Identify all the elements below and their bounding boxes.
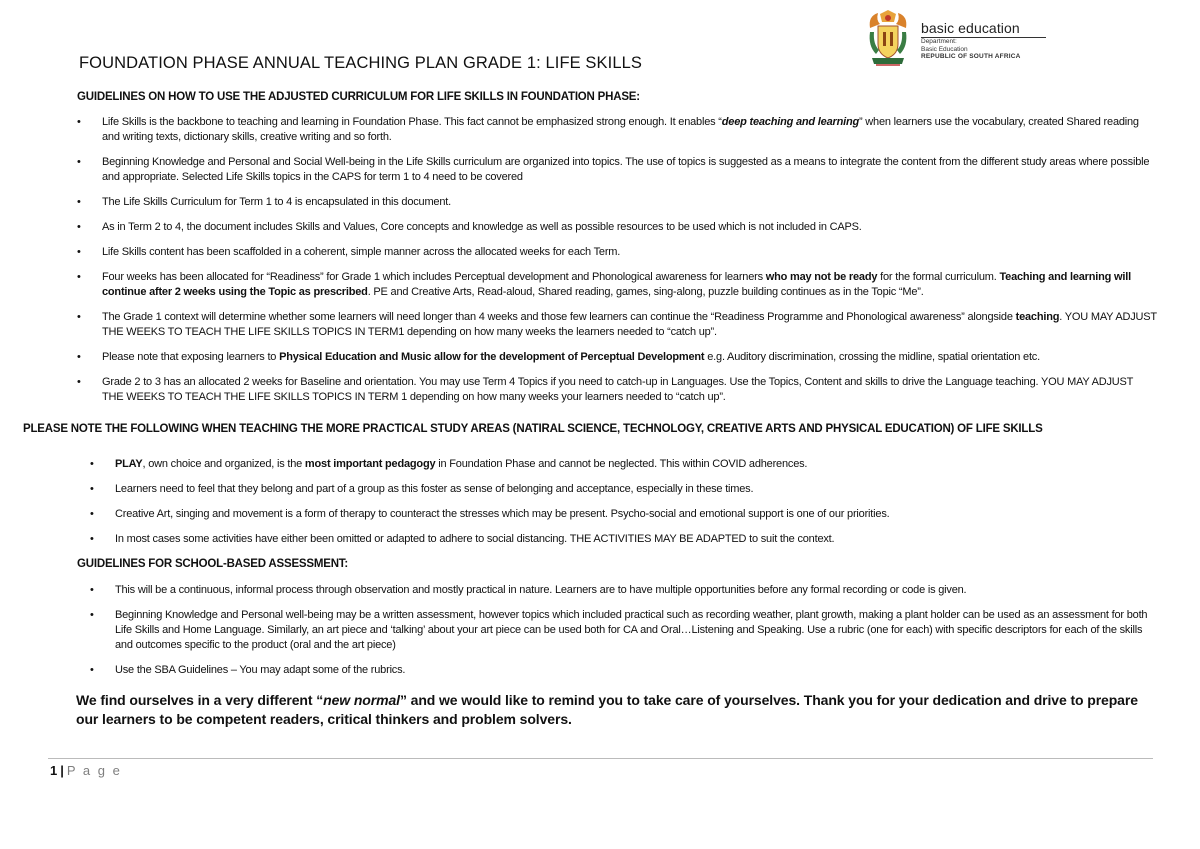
logo-line-republic: REPUBLIC OF SOUTH AFRICA bbox=[921, 53, 1021, 60]
text-run: Life Skills content has been scaffolded in a coherent, simple manner across the allocated weeks for each Term. bbox=[102, 246, 621, 258]
page-footer bbox=[50, 763, 122, 778]
list-item bbox=[102, 195, 1157, 210]
text-run-bold: Teaching and learning will continue after 2 weeks using the Topic as prescribed bbox=[102, 271, 1131, 298]
sba-list bbox=[115, 583, 1155, 688]
list-item bbox=[102, 350, 1157, 365]
list-item bbox=[115, 482, 1155, 497]
page-label: P a g e bbox=[66, 763, 122, 778]
text-run-bold: teaching bbox=[1015, 311, 1060, 323]
text-run: for the formal curriculum. bbox=[877, 271, 1000, 283]
list-item bbox=[115, 583, 1155, 598]
text-run-emphasis: deep teaching and learning bbox=[721, 116, 859, 128]
list-item bbox=[115, 457, 1155, 472]
text-run: Four weeks has been allocated for “Readiness” for Grade 1 which includes Perceptual development and Phonological awareness for learners bbox=[102, 271, 766, 283]
closing-message bbox=[76, 691, 1156, 729]
logo-title: basic education bbox=[921, 20, 1046, 38]
page-number: 1 bbox=[50, 763, 58, 778]
text-run: The Grade 1 context will determine whether some learners will need longer than 4 weeks and those few learners can continue the “Readiness Programme and Phonological awareness” alongside bbox=[102, 311, 1016, 323]
list-item bbox=[102, 310, 1157, 340]
guidelines-heading: GUIDELINES ON HOW TO USE THE ADJUSTED CURRICULUM FOR LIFE SKILLS IN FOUNDATION PHASE: bbox=[77, 91, 640, 103]
list-item bbox=[115, 608, 1155, 653]
list-item bbox=[102, 375, 1157, 405]
text-run: This will be a continuous, informal process through observation and mostly practical in nature. Learners are to have multiple opportunities before any formal recording or code is given. bbox=[115, 584, 967, 596]
list-item bbox=[115, 507, 1155, 522]
footer-separator: | bbox=[60, 763, 64, 778]
list-item bbox=[102, 270, 1157, 300]
text-run: As in Term 2 to 4, the document includes Skills and Values, Core concepts and knowledge as well as possible resources to be used which is not included in CAPS. bbox=[102, 221, 862, 233]
logo-text bbox=[921, 20, 1046, 61]
text-run: Beginning Knowledge and Personal well-being may be a written assessment, however topics which included practical such as recording weather, plant growth, making a plant holder can be used as an assessment for both Life Skills and Home Language. Similarly, an art piece and ‘talking’ about your art piece can be used both for CA and Oral…Listening and Speaking. Use a rubric (one for each) with specific descriptors for each of the skills and outcomes specific to the product (oral and the art piece) bbox=[115, 609, 1148, 651]
department-logo bbox=[866, 10, 1056, 70]
text-run: The Life Skills Curriculum for Term 1 to 4 is encapsulated in this document. bbox=[102, 196, 451, 208]
text-run: We find ourselves in a very different “ bbox=[76, 692, 324, 708]
text-run: Creative Art, singing and movement is a form of therapy to counteract the stresses which may be present. Psycho-social and emotional support is one of our priorities. bbox=[115, 508, 890, 520]
list-item bbox=[102, 115, 1157, 145]
text-run: . PE and Creative Arts, Read-aloud, Shared reading, games, sing-along, puzzle building continues as in the Topic “Me”. bbox=[367, 286, 924, 298]
list-item bbox=[102, 155, 1157, 185]
text-run: ” when learners use the vocabulary, created Shared reading and writing texts, dictionary skills, creative writing and so forth. bbox=[102, 116, 1139, 143]
logo-line-department: Department: bbox=[921, 38, 957, 45]
list-item bbox=[102, 220, 1157, 235]
document-title: FOUNDATION PHASE ANNUAL TEACHING PLAN GRADE 1: LIFE SKILLS bbox=[79, 54, 642, 72]
coat-of-arms-icon bbox=[866, 10, 910, 68]
text-run: Learners need to feel that they belong and part of a group as this foster as sense of belonging and acceptance, especially in these times. bbox=[115, 483, 754, 495]
practical-study-areas-list bbox=[115, 457, 1155, 557]
list-item bbox=[115, 532, 1155, 547]
practical-study-areas-heading: PLEASE NOTE THE FOLLOWING WHEN TEACHING THE MORE PRACTICAL STUDY AREAS (NATIRAL SCIENCE, TECHNOLOGY, CREATIVE ARTS AND PHYSICAL EDUCATION) OF LIFE SKILLS bbox=[23, 423, 1043, 435]
text-run-bold: most important pedagogy bbox=[304, 458, 436, 470]
logo-line-basic-education: Basic Education bbox=[921, 45, 968, 53]
guidelines-list bbox=[102, 115, 1157, 415]
text-run: Beginning Knowledge and Personal and Social Well-being in the Life Skills curriculum are organized into topics. The use of topics is suggested as a means to integrate the content from the different study areas where possible and appropriate. Selected Life Skills topics in the CAPS for term 1 to 4 need to be covered bbox=[102, 156, 1150, 183]
list-item bbox=[102, 245, 1157, 260]
text-run: , own choice and organized, is the bbox=[142, 458, 305, 470]
text-run: In most cases some activities have either been omitted or adapted to adhere to social distancing. THE ACTIVITIES MAY BE ADAPTED to suit the context. bbox=[115, 533, 835, 545]
text-run-italic: new normal bbox=[323, 692, 400, 708]
text-run-bold: Physical Education and Music allow for the development of Perceptual Development bbox=[279, 351, 705, 363]
text-run-bold: PLAY bbox=[115, 458, 143, 470]
text-run: Grade 2 to 3 has an allocated 2 weeks for Baseline and orientation. You may use Term 4 Topics if you need to catch-up in Languages. Use the Topics, Content and skills to drive the Language teaching. YOU MAY ADJUST THE WEEKS TO TEACH THE LIFE SKILLS TOPICS IN TERM 1 depending on how many weeks your learners needed to “catch up”. bbox=[102, 376, 1133, 403]
text-run: e.g. Auditory discrimination, crossing the midline, spatial orientation etc. bbox=[704, 351, 1040, 363]
list-item bbox=[115, 663, 1155, 678]
sba-heading: GUIDELINES FOR SCHOOL-BASED ASSESSMENT: bbox=[77, 558, 348, 570]
text-run: Life Skills is the backbone to teaching and learning in Foundation Phase. This fact cannot be emphasized strong enough. It enables “ bbox=[102, 116, 722, 128]
text-run: in Foundation Phase and cannot be neglected. This within COVID adherences. bbox=[435, 458, 808, 470]
text-run: Please note that exposing learners to bbox=[102, 351, 280, 363]
footer-divider bbox=[48, 758, 1153, 759]
text-run: Use the SBA Guidelines – You may adapt some of the rubrics. bbox=[115, 664, 406, 676]
text-run-bold: who may not be ready bbox=[765, 271, 878, 283]
text-run: ” and we would like to remind you to take care of yourselves. Thank you for your dedication and drive to prepare our learners to be competent readers, critical thinkers and problem solvers. bbox=[76, 692, 1138, 727]
text-run: . YOU MAY ADJUST THE WEEKS TO TEACH THE LIFE SKILLS TOPICS IN TERM1 depending on how many weeks the learners needed to “catch up”. bbox=[102, 311, 1157, 338]
